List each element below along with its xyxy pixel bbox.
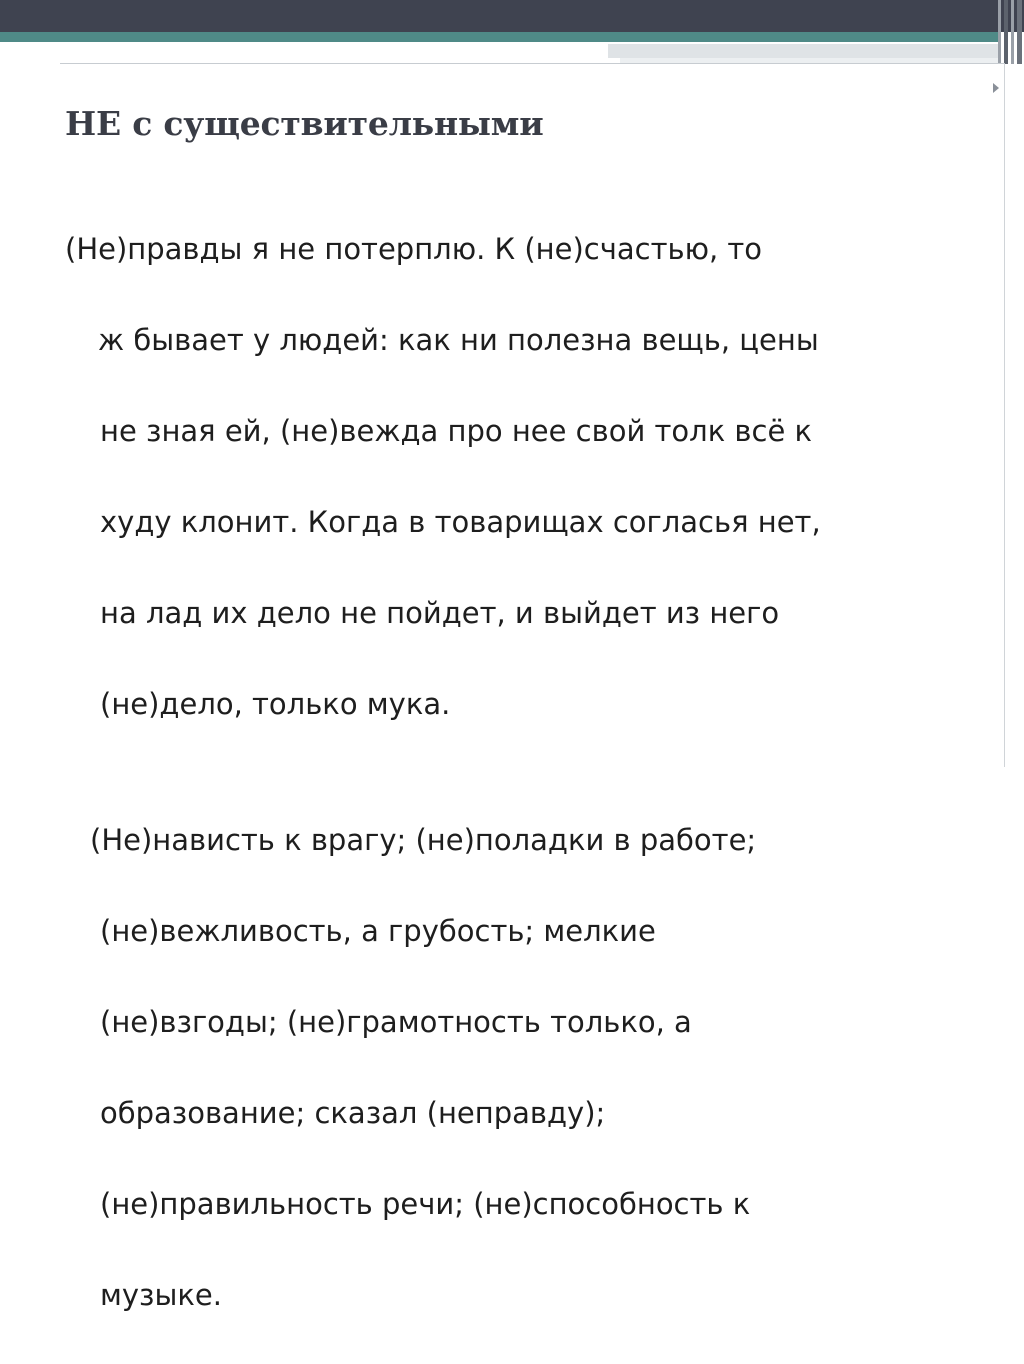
- text-line: (не)правильность речи; (не)способность к: [100, 1182, 980, 1228]
- triangle-marker-icon: [993, 83, 999, 93]
- text-line: (Не)правды я не потерплю. К (не)счастью, то: [65, 227, 980, 273]
- text-line: на лад их дело не пойдет, и выйдет из него: [100, 591, 980, 637]
- header-band-teal: [0, 32, 1000, 42]
- text-line: ж бывает у людей: как ни полезна вещь, цены: [98, 318, 980, 364]
- header-band-dark: [0, 0, 1024, 32]
- paragraph-2: [100, 773, 980, 1364]
- text-line: (не)вежливость, а грубость; мелкие: [100, 909, 980, 955]
- header-vertical-stripe: [998, 0, 1001, 64]
- text-line: худу клонит. Когда в товарищах согласья нет,: [100, 500, 980, 546]
- right-border-line: [1004, 64, 1005, 767]
- text-line: (Не)нависть к врагу; (не)поладки в работе;: [90, 818, 980, 864]
- header-vertical-stripe: [1004, 0, 1008, 64]
- text-line: (не)взгоды; (не)грамотность только, а: [100, 1000, 980, 1046]
- header-vertical-stripe: [1011, 0, 1014, 64]
- header-divider: [60, 63, 1005, 64]
- header-band-light: [608, 44, 1000, 58]
- text-line: образование; сказал (неправду);: [100, 1091, 980, 1137]
- paragraph-1: [100, 181, 980, 773]
- text-line: музыке.: [100, 1273, 980, 1319]
- text-line: не зная ей, (не)вежда про нее свой толк всё к: [100, 409, 980, 455]
- slide-title: НЕ с существительными: [65, 104, 544, 143]
- slide-body: [100, 181, 980, 1364]
- text-line: (не)дело, только мука.: [100, 682, 980, 728]
- header-vertical-stripe: [1017, 0, 1022, 64]
